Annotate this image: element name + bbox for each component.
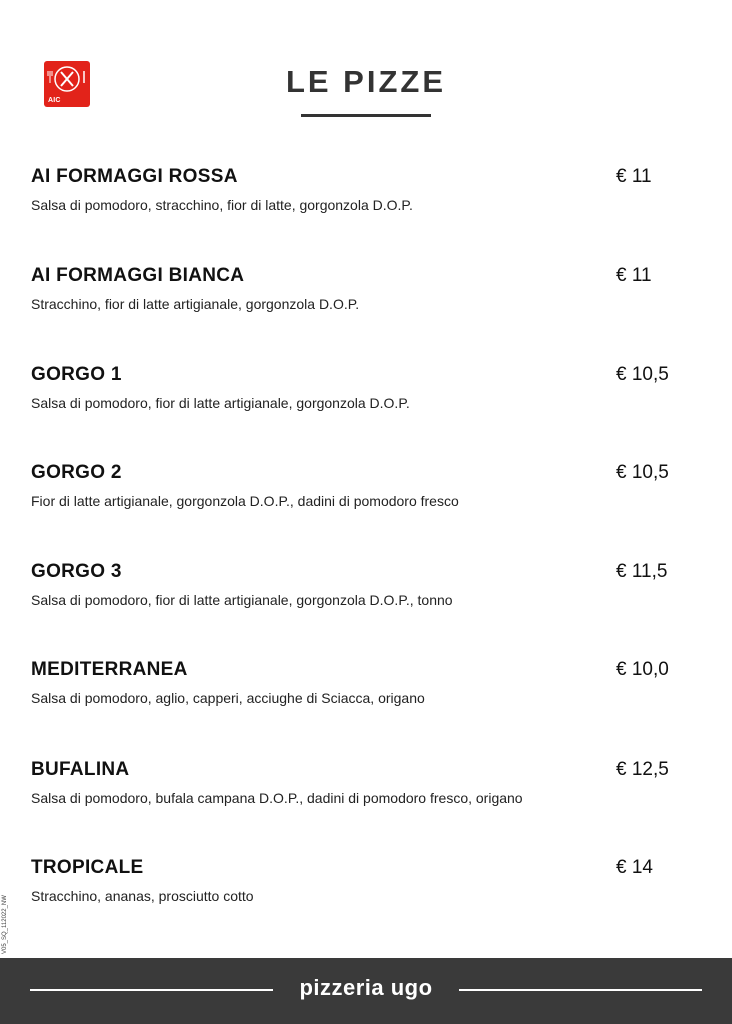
- item-description: Salsa di pomodoro, fior di latte artigianale, gorgonzola D.O.P., tonno: [31, 592, 453, 608]
- item-name: GORGO 1: [31, 364, 122, 385]
- brand-logo-text: pizzeria ugo: [299, 975, 433, 1000]
- menu-item: [0, 166, 732, 226]
- item-price: € 14: [616, 857, 653, 878]
- item-description: Salsa di pomodoro, bufala campana D.O.P., dadini di pomodoro fresco, origano: [31, 790, 523, 806]
- menu-item: [0, 759, 732, 819]
- footer-divider-right: [459, 989, 702, 991]
- item-description: Stracchino, fior di latte artigianale, gorgonzola D.O.P.: [31, 296, 360, 312]
- logo-text: AIC: [48, 97, 61, 104]
- item-name: GORGO 2: [31, 462, 122, 483]
- item-description: Salsa di pomodoro, stracchino, fior di latte, gorgonzola D.O.P.: [31, 197, 413, 213]
- menu-item: [0, 364, 732, 424]
- document-code: V05_SQ_112022_NW: [2, 895, 8, 954]
- item-name: GORGO 3: [31, 561, 122, 582]
- item-description: Stracchino, ananas, prosciutto cotto: [31, 888, 254, 904]
- item-price: € 11: [616, 166, 652, 187]
- item-name: AI FORMAGGI BIANCA: [31, 265, 245, 286]
- menu-item: [0, 659, 732, 719]
- menu-item: [0, 462, 732, 522]
- item-name: MEDITERRANEA: [31, 659, 188, 680]
- item-description: Salsa di pomodoro, fior di latte artigianale, gorgonzola D.O.P.: [31, 395, 410, 411]
- menu-item: [0, 857, 732, 917]
- menu-item: [0, 265, 732, 325]
- page-title: LE PIZZE: [285, 64, 447, 99]
- item-price: € 10,5: [616, 462, 669, 483]
- item-name: BUFALINA: [31, 759, 130, 780]
- item-name: TROPICALE: [31, 857, 144, 878]
- footer-divider-left: [30, 989, 273, 991]
- item-price: € 10,0: [616, 659, 669, 680]
- item-price: € 12,5: [616, 759, 669, 780]
- menu-item: [0, 561, 732, 621]
- item-description: Fior di latte artigianale, gorgonzola D.O.P., dadini di pomodoro fresco: [31, 493, 459, 509]
- footer-bar: [0, 958, 732, 1024]
- item-description: Salsa di pomodoro, aglio, capperi, acciughe di Sciacca, origano: [31, 690, 425, 706]
- title-underline: [301, 114, 431, 117]
- item-price: € 11: [616, 265, 652, 286]
- item-price: € 11,5: [616, 561, 668, 582]
- item-price: € 10,5: [616, 364, 669, 385]
- item-name: AI FORMAGGI ROSSA: [31, 166, 238, 187]
